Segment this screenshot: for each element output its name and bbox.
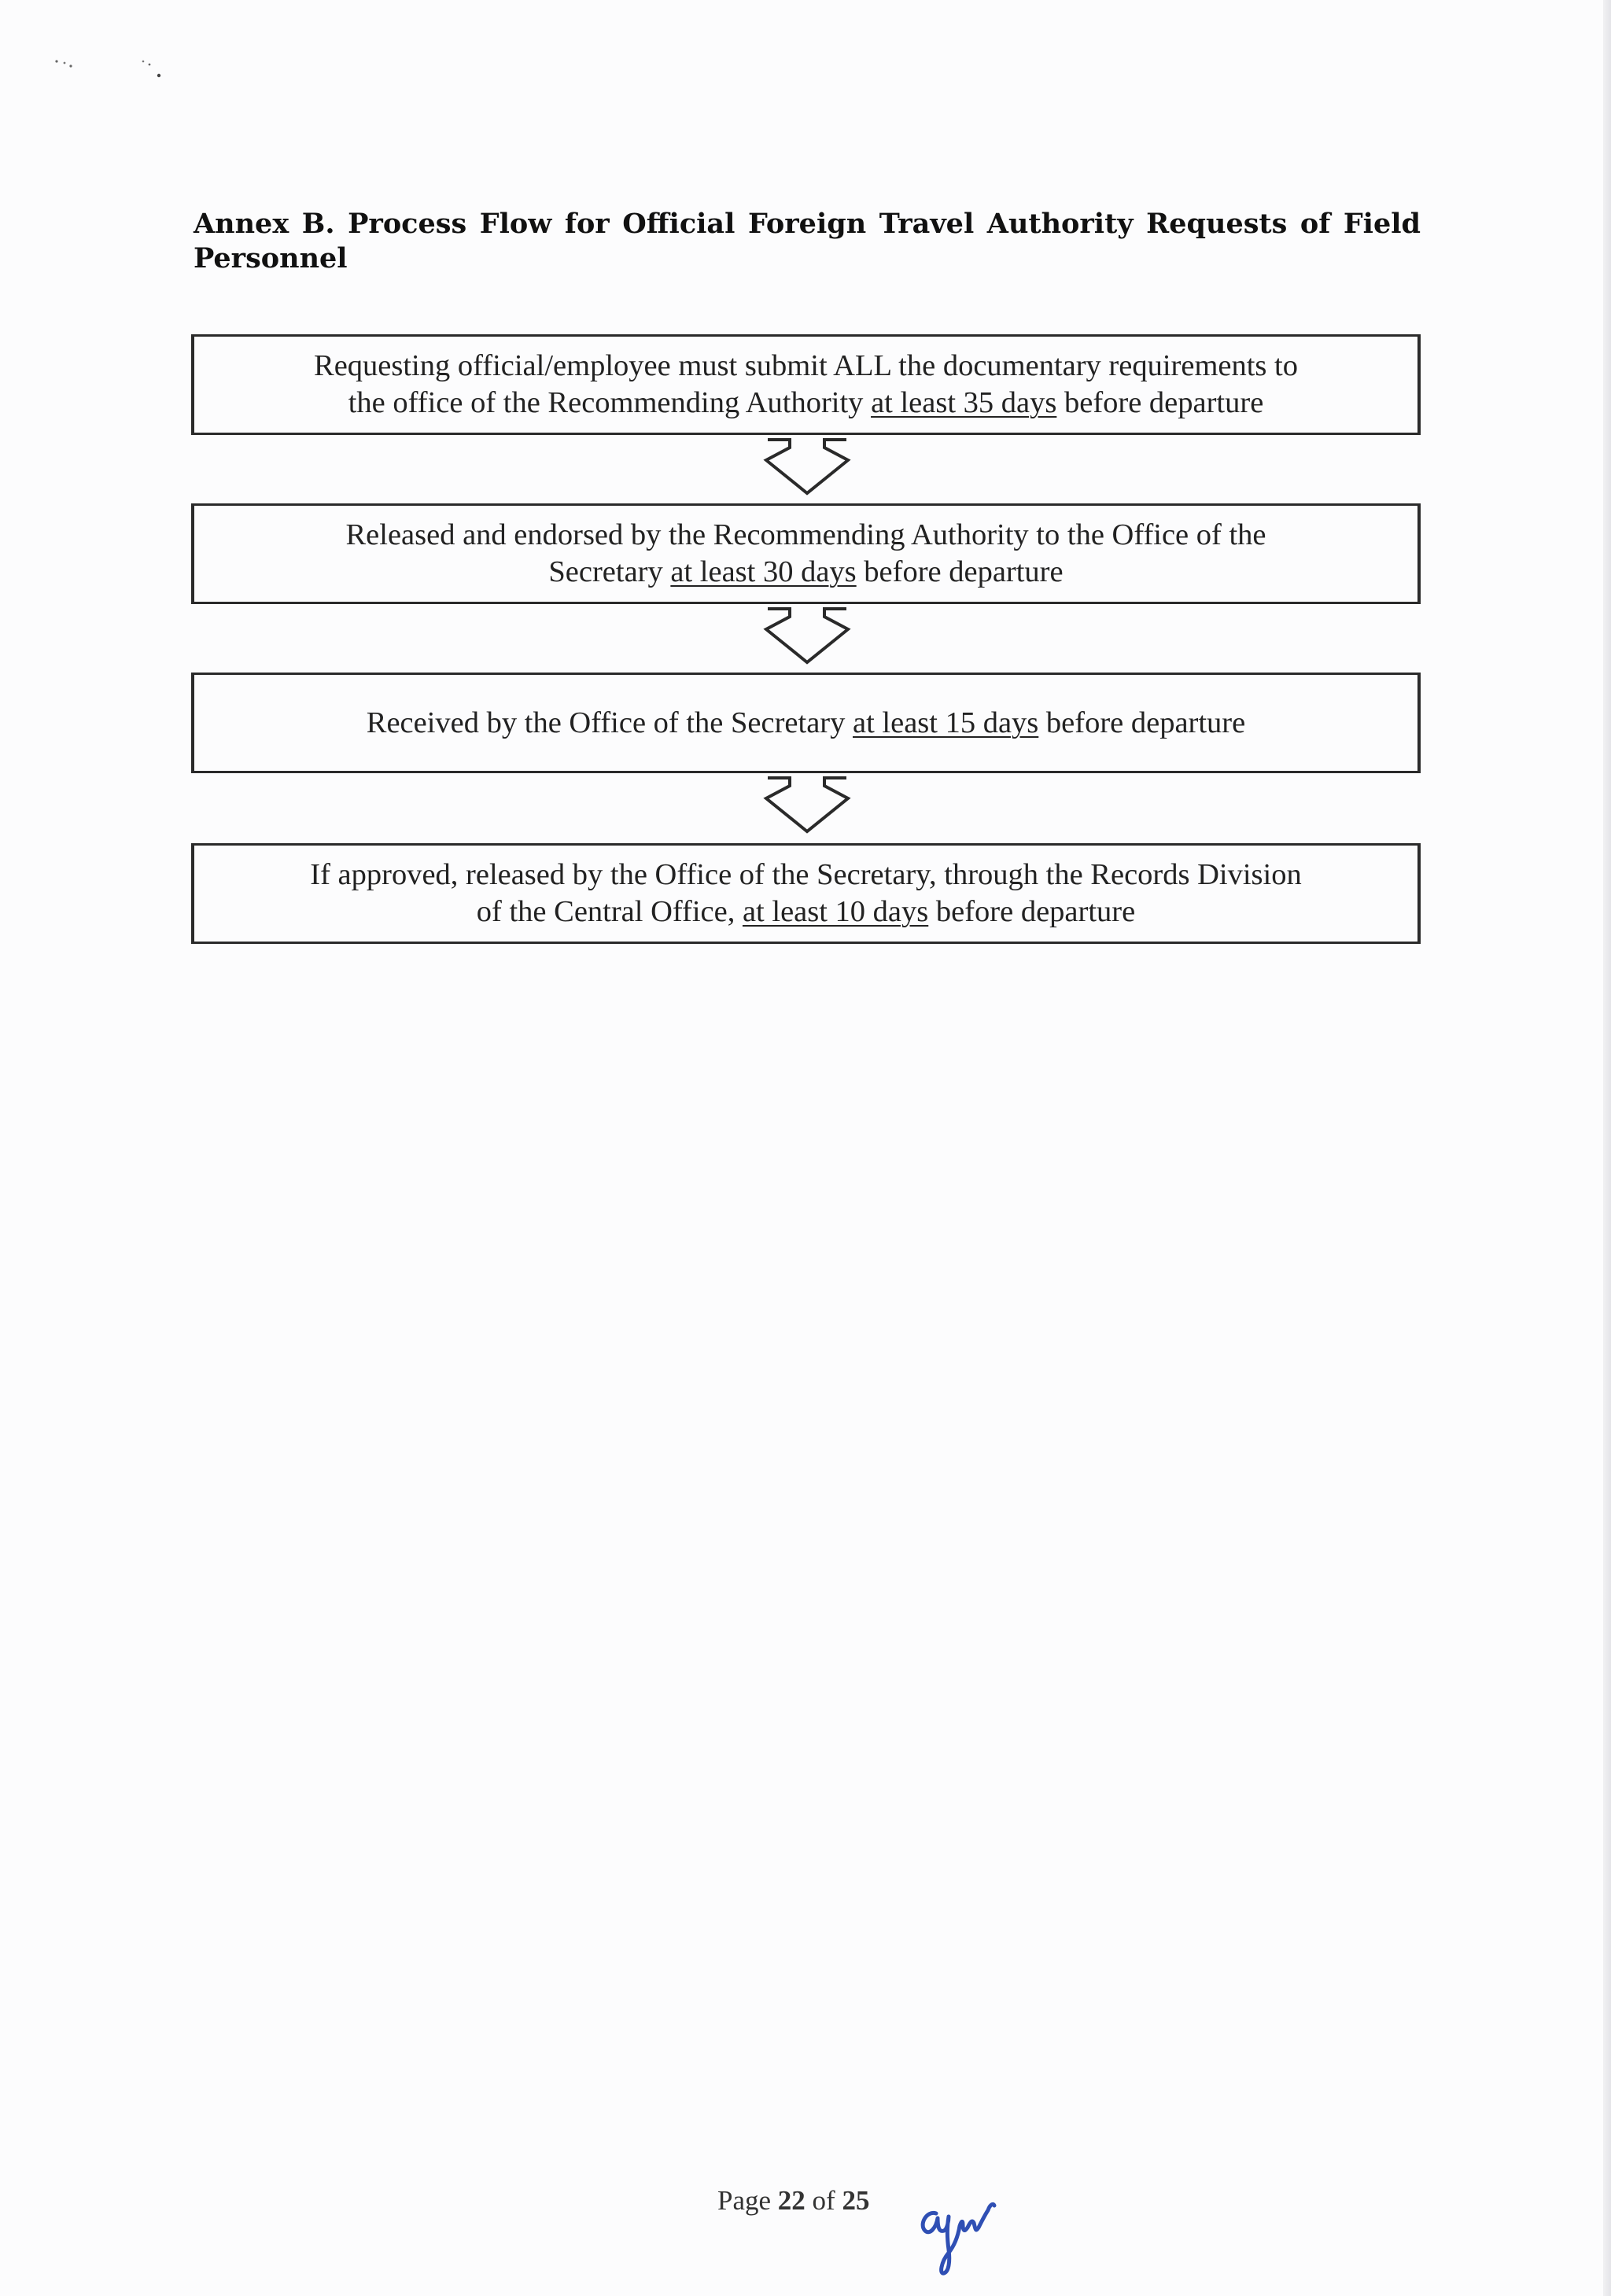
handwritten-initials-signature	[912, 2187, 1005, 2281]
annex-heading: Annex B. Process Flow for Official Foreign Travel Authority Requests of Field Personnel	[194, 208, 1421, 275]
step-4-line-1: If approved, released by the Office of the Secretary, through the Records Division	[310, 858, 1302, 891]
step-3-text: Received by the Office of the Secretary	[366, 706, 853, 739]
step-2-deadline: at least 30 days	[670, 555, 857, 588]
page-total: 25	[842, 2185, 870, 2216]
flow-arrow-down-icon	[760, 775, 854, 838]
page-of-word: of	[812, 2185, 835, 2216]
step-4-deadline: at least 10 days	[742, 895, 929, 928]
step-1-deadline: at least 35 days	[871, 386, 1057, 419]
flow-arrow-down-icon	[760, 606, 854, 669]
step-1-line-1: Requesting official/employee must submit ALL the documentary requirements to	[314, 349, 1298, 382]
step-3-suffix: before departure	[1038, 706, 1246, 739]
step-2-line-1: Released and endorsed by the Recommending Authority to the Office of the	[345, 518, 1266, 551]
step-1-suffix: before departure	[1056, 386, 1264, 419]
flow-arrow-down-icon	[760, 437, 854, 499]
page-current: 22	[777, 2185, 806, 2216]
flow-step-4-box	[191, 843, 1421, 944]
step-2-text: Secretary	[548, 555, 671, 588]
scan-specks	[53, 57, 171, 80]
step-3-deadline: at least 15 days	[853, 706, 1039, 739]
page-number	[717, 2185, 869, 2217]
step-4-suffix: before departure	[928, 895, 1136, 928]
step-2-suffix: before departure	[856, 555, 1064, 588]
step-4-text: of the Central Office,	[476, 895, 743, 928]
step-1-text: the office of the Recommending Authority	[348, 386, 872, 419]
flow-step-1-box	[191, 334, 1421, 435]
flow-step-3-box	[191, 673, 1421, 773]
page-edge	[1603, 0, 1611, 2296]
flow-step-2-box	[191, 503, 1421, 604]
page-word: Page	[717, 2185, 772, 2216]
